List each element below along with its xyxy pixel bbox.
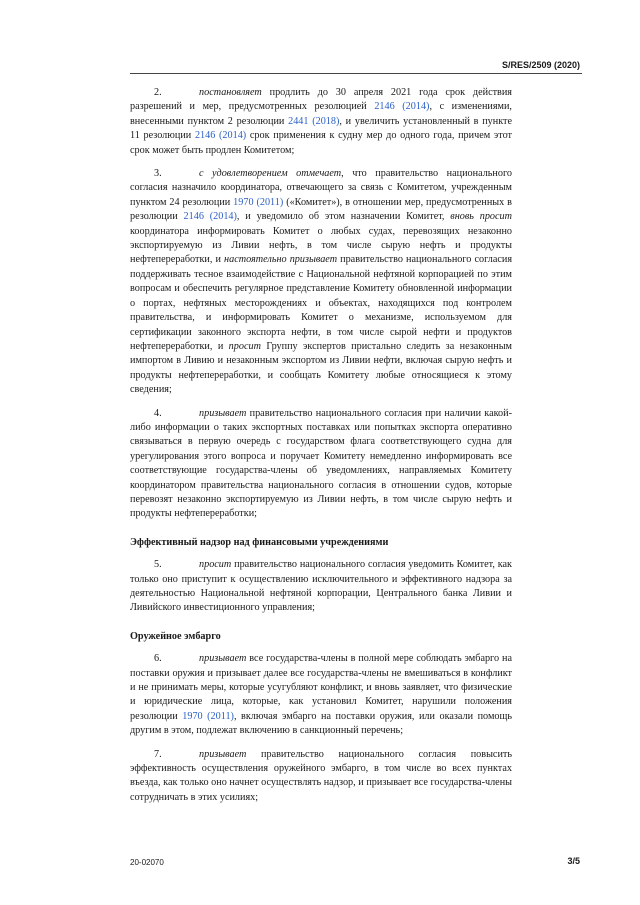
job-number: 20-02070 [130,858,164,867]
resolution-link-1970[interactable]: 1970 (2011) [182,710,234,722]
operative-verb: призывает [199,407,247,419]
paragraph-6: 6. призывает все государства-члены в полной мере соблюдать эмбарго на поставки оружия и призывает далее все государства-члены не вмешиваться в конфликт и не принимать меры, которые усугубляют конфликт, и вновь заявляет, что физические и юридические лица, которые, как установил Комитет, нарушили положения резолюции 1970 (2011), включая эмбарго на поставки оружия, или оказали помощь другим в этом, подлежат включению в санкционный перечень; [130,653,512,737]
paragraph-5: 5. просит правительство национального согласия уведомить Комитет, как только оно приступит к осуществлению исключительного и эффективного надзора за деятельностью Национальной нефтяной корпорации, Центрального банка Ливии и Ливийского инвестиционного управления; [130,559,512,614]
operative-verb: с удовлетворением отмечает [199,168,342,180]
paragraph-number: 2. [154,87,162,98]
resolution-link-2146[interactable]: 2146 (2014) [183,211,237,223]
operative-verb: настоятельно призывает [224,254,338,266]
paragraph-4: 4. призывает правительство национального согласия при наличии какой-либо информации о таких экспортных поставках или попытках экспорта оперативно связываться в первую очередь с государством флага соответствующего судна для урегулирования этого вопроса и поручает Комитету немедленно информировать все соответствующие государства-члены об уведомлениях, направляемых Комитету координатором правительства национального согласия в отношении судов, которые перевозят незаконно экспортируемую из Ливии нефть, в том числе сырую нефть и продукты нефтепереработки; [130,407,512,520]
paragraph-number: 3. [154,168,162,180]
resolution-link-1970[interactable]: 1970 (2011) [233,196,284,208]
operative-verb: постановляет [199,87,262,98]
resolution-link-2146[interactable]: 2146 (2014) [194,130,247,142]
operative-verb: призывает [199,653,247,665]
resolution-link-2441[interactable]: 2441 (2018) [288,115,340,127]
operative-verb: призывает [199,748,247,760]
page-number: 3/5 [567,856,580,866]
section-heading-arms-embargo: Оружейное эмбарго [130,630,221,642]
resolution-link-2146[interactable]: 2146 (2014) [374,101,430,113]
operative-verb: просит [228,340,261,352]
document-symbol: S/RES/2509 (2020) [501,60,580,70]
paragraph-7: 7. призывает правительство национального согласия повысить эффективность осуществления оружейного эмбарго, в том числе во всех пунктах въезда, как только оно начнет осуществлять надзор, и призывает все государства-члены сотрудничать в этих усилиях; [130,748,512,803]
section-heading-financial-oversight: Эффективный надзор над финансовыми учреждениями [130,536,389,548]
document-body [130,86,512,814]
paragraph-3: 3. с удовлетворением отмечает, что правительство национального согласия назначило координатора, отвечающего за связь с Комитетом, учрежденным пунктом 24 резолюции 1970 (2011) («Комитет»), в отношении мер, предусмотренных в резолюции 2146 (2014), и уведомило об этом назначении Комитет, вновь просит координатора информировать Комитет о любых судах, перевозящих незаконно экспортируемую из Ливии нефть, в том числе сырую нефть и продукты нефтепереработки, и настоятельно призывает правительство национального согласия поддерживать тесное взаимодействие с Национальной нефтяной корпорацией по этим вопросам и обеспечить регулярное представление Комитету обновленной информации о портах, нефтяных месторождениях и объектах, находящихся под контролем правительства, и информировать Комитет о механизме, используемом для сертификации законного экспорта нефти, в том числе сырой нефти и продуктов нефтепереработки, и просит Группу экспертов пристально следить за незаконным импортом в Ливию и незаконным экспортом из Ливии нефти, включая сырую нефть и продукты нефтепереработки, и сообщать Комитету любые относящиеся к этому сведения; [130,168,512,396]
paragraph-number: 7. [154,748,162,760]
operative-verb: просит [199,559,232,571]
paragraph-number: 6. [154,653,162,665]
paragraph-2: 2. постановляет продлить до 30 апреля 2021 года срок действия разрешений и мер, предусмотренных резолюцией 2146 (2014), с изменениями, внесенными пунктом 2 резолюции 2441 (2018), и увеличить установленный в пункте 11 резолюции 2146 (2014) срок применения к судну мер до одного года, причем этот срок может быть продлен Комитетом; [130,87,512,156]
header-rule [130,73,582,74]
paragraph-number: 5. [154,559,162,571]
operative-verb: вновь просит [450,211,512,223]
paragraph-number: 4. [154,407,162,419]
